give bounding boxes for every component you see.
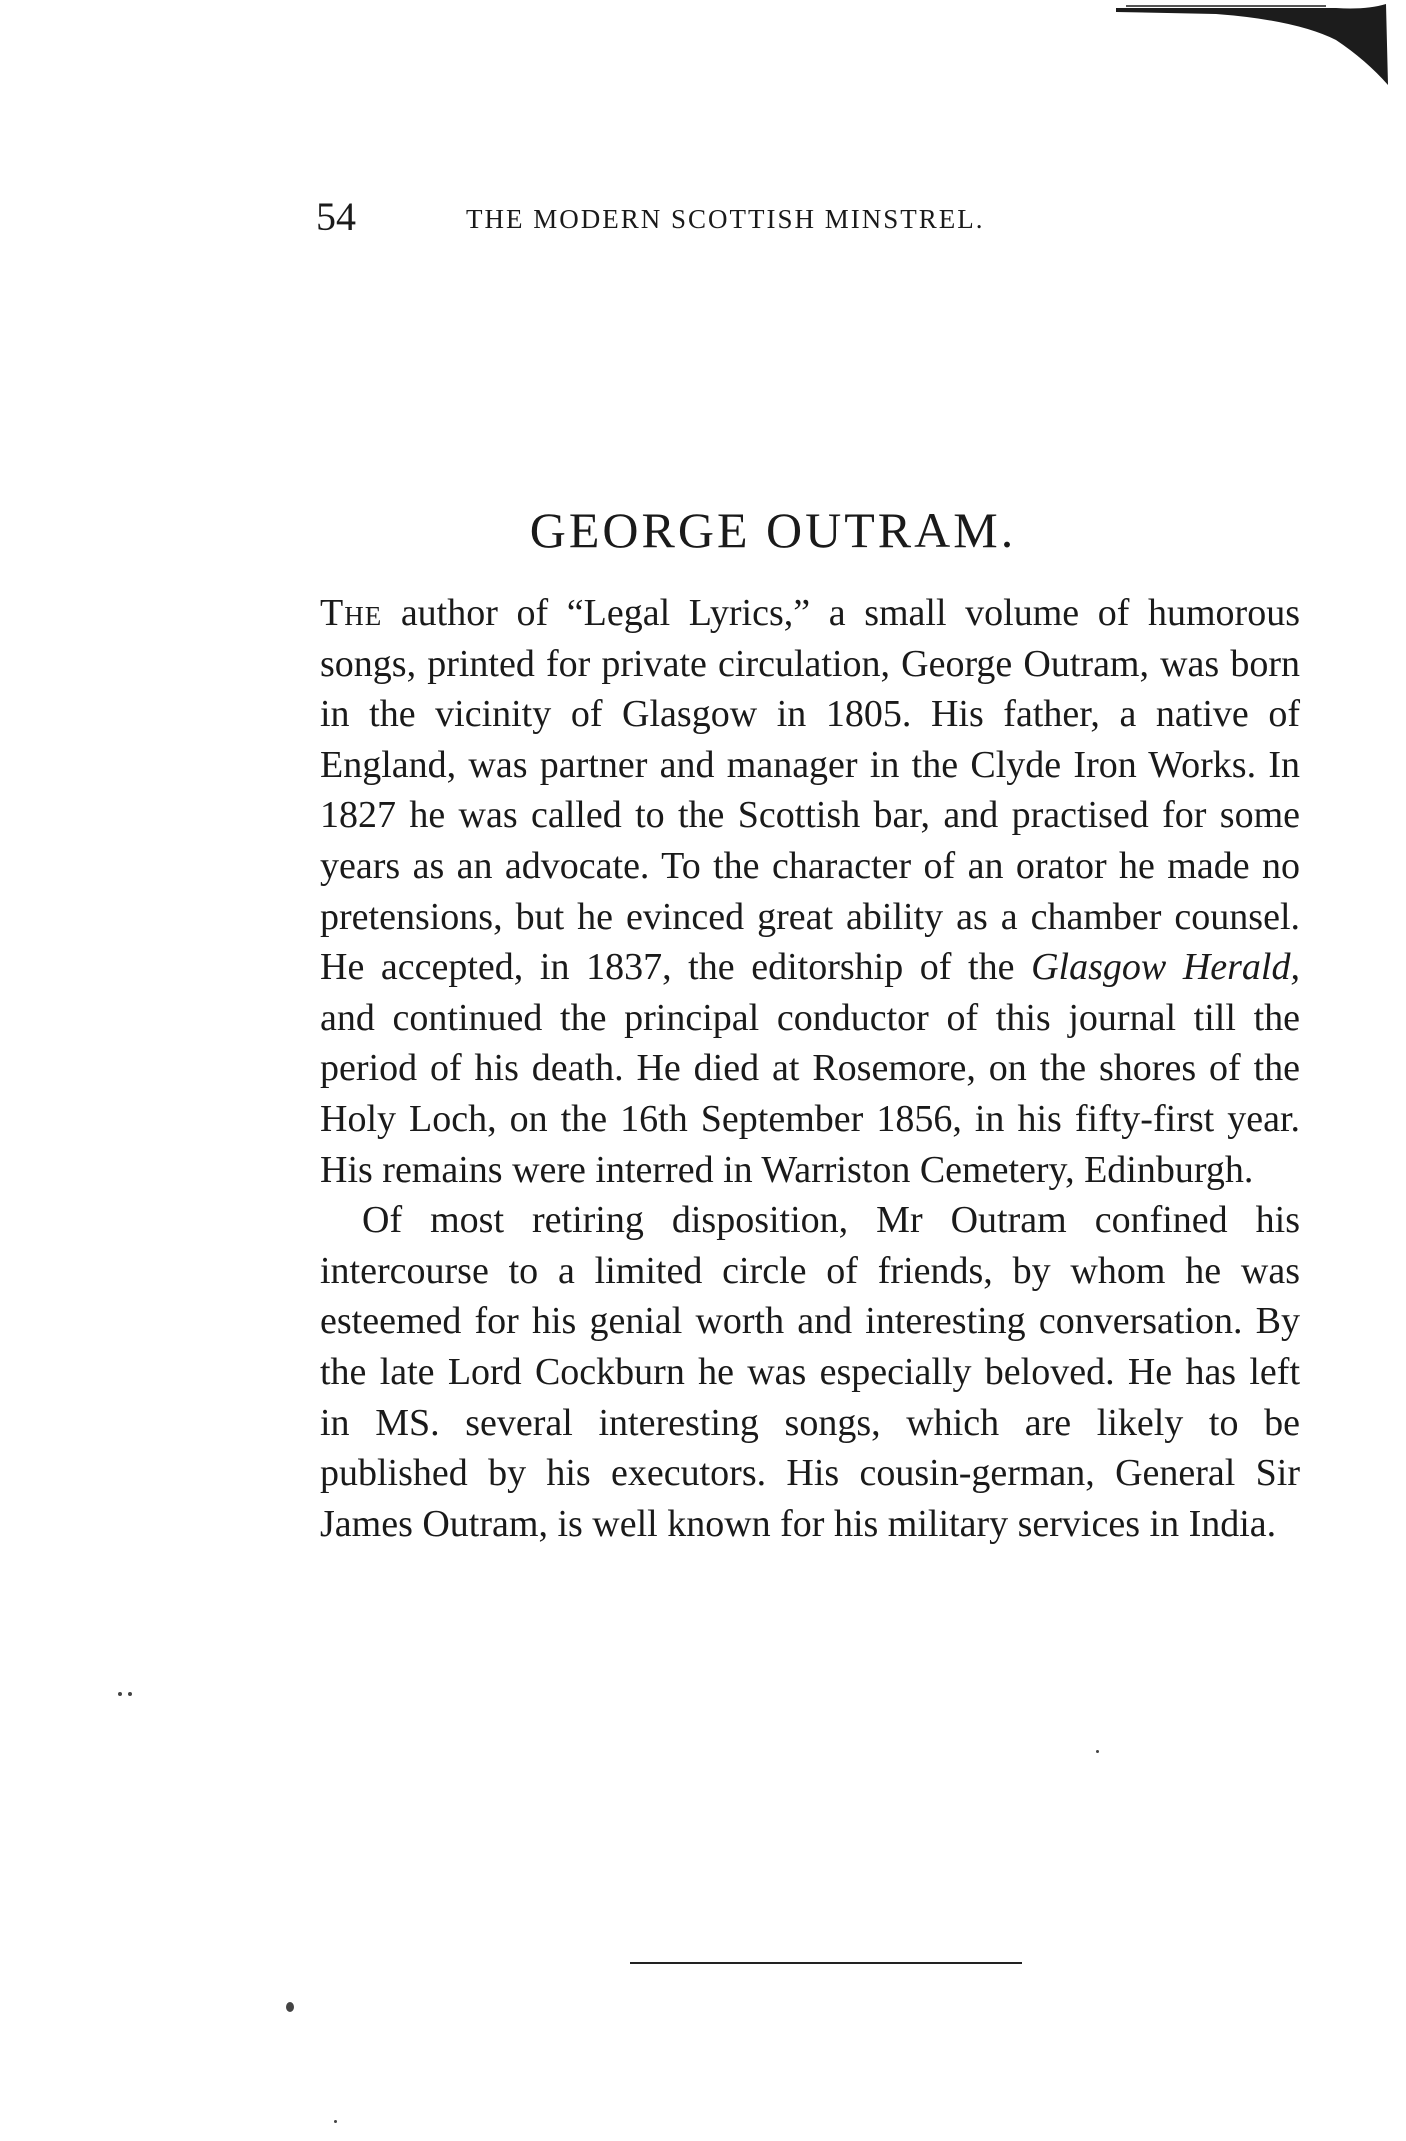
running-head-title: THE MODERN SCOTTISH MINSTREL. <box>466 204 985 234</box>
newspaper-title-italic: Glasgow Herald, <box>1031 946 1300 989</box>
paragraph-1 <box>320 588 1300 1195</box>
paragraph-1-text-b: and continued the principal conductor of this journal till the period of his death. He died at Rosemore, on the shores of the Holy Loch, on the 16th September 1856, in his fifty-first year. His remains were interred in Warriston Cemetery, Edinburgh. <box>320 996 1300 1191</box>
lead-word: The <box>320 592 383 634</box>
ink-speck <box>334 2120 337 2123</box>
ink-speck <box>118 1692 122 1696</box>
page-number: 54 <box>316 194 356 239</box>
ink-speck <box>286 2002 294 2012</box>
paragraph-1-text-a: author of “Legal Lyrics,” a small volume of humorous songs, printed for private circulation, George Outram, was born in the vicinity of Glasgow in 1805. His father, a native of England, was partner and manager in the Clyde Iron Works. In 1827 he was called to the Scottish bar, and practised for some years as an advocate. To the character of an orator he made no pretensions, but he evinced great ability as a chamber counsel. He accepted, in 1837, the editorship of the <box>320 592 1300 989</box>
paragraph-2: Of most retiring disposition, Mr Outram confined his intercourse to a limited circle of friends, by whom he was esteemed for his genial worth and interesting conversation. By the late Lord Cockburn he was especially beloved. He has left in MS. several interesting songs, which are likely to be published by his executors. His cousin-german, General Sir James Outram, is well known for his military services in India. <box>320 1199 1300 1545</box>
ink-speck <box>128 1692 132 1696</box>
end-rule <box>630 1962 1022 1964</box>
ink-speck <box>1096 1750 1099 1753</box>
binding-shadow-mark <box>1096 0 1396 90</box>
running-head <box>316 192 1296 242</box>
article-body <box>320 588 1300 1549</box>
article-title: GEORGE OUTRAM. <box>529 502 1017 558</box>
